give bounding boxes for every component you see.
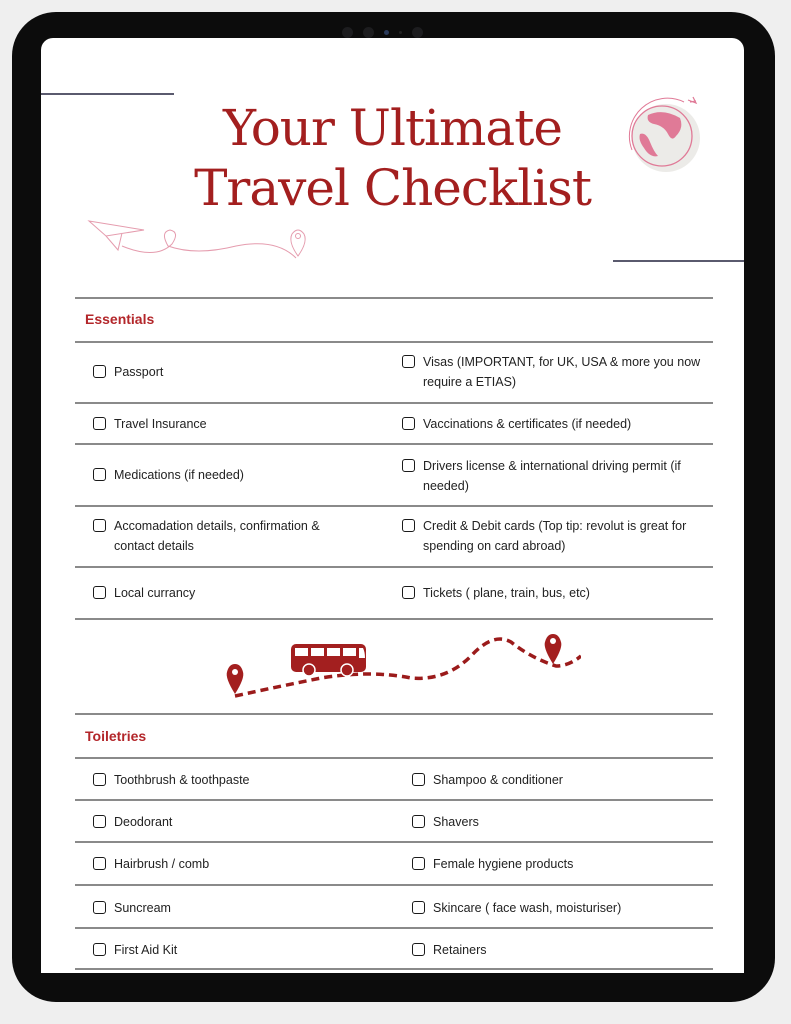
checklist-item[interactable] xyxy=(412,940,702,960)
item-label: Travel Insurance xyxy=(114,417,207,431)
checklist-item[interactable] xyxy=(93,940,383,960)
checklist-item[interactable] xyxy=(93,770,383,790)
checkbox-icon[interactable] xyxy=(93,857,106,870)
title-line-1: Your Ultimate xyxy=(223,99,562,157)
item-label: Vaccinations & certificates (if needed) xyxy=(423,417,632,431)
checklist-item[interactable] xyxy=(93,465,383,485)
divider xyxy=(75,713,713,715)
divider xyxy=(75,297,713,299)
camera-sensor xyxy=(384,30,389,35)
checkbox-icon[interactable] xyxy=(93,901,106,914)
checkbox-icon[interactable] xyxy=(412,815,425,828)
item-label: Tickets ( plane, train, bus, etc) xyxy=(423,586,590,600)
checklist-item[interactable] xyxy=(93,854,383,874)
checkbox-icon[interactable] xyxy=(93,586,106,599)
checkbox-icon[interactable] xyxy=(93,417,106,430)
item-label: Credit & Debit cards (Top tip: revolut is great for spending on card abroad) xyxy=(423,519,687,553)
title-line-2: Travel Checklist xyxy=(194,159,591,217)
checklist-page xyxy=(41,38,744,973)
item-label: Retainers xyxy=(433,943,487,957)
section-title-essentials: Essentials xyxy=(85,311,155,327)
camera-dot xyxy=(399,31,402,34)
checkbox-icon[interactable] xyxy=(93,519,106,532)
checklist-item[interactable] xyxy=(402,456,702,496)
item-label: Female hygiene products xyxy=(433,857,574,871)
divider xyxy=(75,341,713,343)
checklist-item[interactable] xyxy=(402,516,702,556)
checklist-item[interactable] xyxy=(412,812,702,832)
decorative-line xyxy=(613,260,744,262)
camera-dot xyxy=(363,27,374,38)
item-label: Shampoo & conditioner xyxy=(433,773,563,787)
checklist-item[interactable] xyxy=(412,854,702,874)
item-label: Hairbrush / comb xyxy=(114,857,210,871)
checklist-item[interactable] xyxy=(93,414,383,434)
checkbox-icon[interactable] xyxy=(93,468,106,481)
divider xyxy=(75,841,713,843)
divider xyxy=(75,505,713,507)
item-label: Passport xyxy=(114,365,164,379)
divider xyxy=(75,968,713,970)
camera-dot xyxy=(342,27,353,38)
item-label: Visas (IMPORTANT, for UK, USA & more you now require a ETIAS) xyxy=(423,355,701,389)
divider xyxy=(75,884,713,886)
checklist-item[interactable] xyxy=(93,898,383,918)
divider xyxy=(75,618,713,620)
decorative-line xyxy=(41,93,174,95)
paper-plane-icon xyxy=(86,216,316,271)
item-label: Shavers xyxy=(433,815,479,829)
divider xyxy=(75,927,713,929)
checkbox-icon[interactable] xyxy=(412,901,425,914)
globe-icon xyxy=(618,90,708,180)
checkbox-icon[interactable] xyxy=(402,519,415,532)
camera-dot xyxy=(412,27,423,38)
bus-icon xyxy=(291,644,366,676)
item-label: Toothbrush & toothpaste xyxy=(114,773,250,787)
divider xyxy=(75,799,713,801)
item-label: Local currancy xyxy=(114,586,196,600)
camera-bar xyxy=(342,26,423,38)
checklist-item[interactable] xyxy=(402,352,702,392)
divider xyxy=(75,757,713,759)
checklist-item[interactable] xyxy=(412,770,702,790)
location-pin-icon xyxy=(227,664,244,694)
item-label: First Aid Kit xyxy=(114,943,178,957)
divider xyxy=(75,566,713,568)
checkbox-icon[interactable] xyxy=(402,459,415,472)
checklist-item[interactable] xyxy=(402,583,702,603)
checkbox-icon[interactable] xyxy=(412,773,425,786)
divider xyxy=(75,443,713,445)
checkbox-icon[interactable] xyxy=(93,365,106,378)
checkbox-icon[interactable] xyxy=(93,773,106,786)
item-label: Skincare ( face wash, moisturiser) xyxy=(433,901,622,915)
item-label: Deodorant xyxy=(114,815,173,829)
checklist-item[interactable] xyxy=(93,812,383,832)
checkbox-icon[interactable] xyxy=(412,857,425,870)
item-label: Drivers license & international driving permit (if needed) xyxy=(423,459,681,493)
checkbox-icon[interactable] xyxy=(402,355,415,368)
item-label: Accomadation details, confirmation & contact details xyxy=(114,519,320,553)
bus-route-illustration xyxy=(211,626,581,711)
location-pin-icon xyxy=(545,634,562,664)
checklist-item[interactable] xyxy=(93,583,383,603)
checkbox-icon[interactable] xyxy=(93,815,106,828)
checklist-item[interactable] xyxy=(93,516,333,556)
checkbox-icon[interactable] xyxy=(402,586,415,599)
divider xyxy=(75,402,713,404)
item-label: Suncream xyxy=(114,901,171,915)
section-title-toiletries: Toiletries xyxy=(85,728,147,744)
checklist-item[interactable] xyxy=(402,414,702,434)
checkbox-icon[interactable] xyxy=(93,943,106,956)
item-label: Medications (if needed) xyxy=(114,468,244,482)
checklist-item[interactable] xyxy=(93,362,383,382)
checkbox-icon[interactable] xyxy=(402,417,415,430)
checklist-item[interactable] xyxy=(412,898,702,918)
checkbox-icon[interactable] xyxy=(412,943,425,956)
